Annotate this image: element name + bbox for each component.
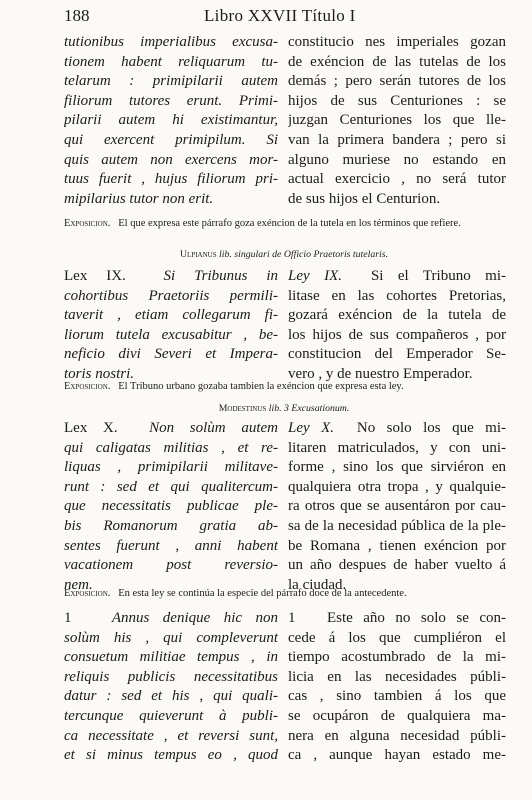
latin-column (64, 419, 278, 595)
exposicion-label: Exposicion. (64, 588, 111, 599)
spanish-line: se ocupáron de qualquiera ma- (288, 707, 506, 724)
spanish-line: vero , y de nuestro Emperador. (288, 365, 473, 382)
source-attribution (64, 249, 504, 260)
source-reference: lib. 3 Excusationum. (268, 403, 350, 414)
latin-line: liorum tutela excusabitur , be- (64, 326, 278, 343)
spanish-line: licia en las necesidades públi- (288, 668, 506, 685)
latin-line: tuus fuerit , hujus filiorum pri- (64, 171, 278, 188)
spanish-column (288, 267, 506, 385)
latin-line: qui caligatas militias , et re- (64, 439, 278, 456)
spanish-line: ra otros que se ausentáron por cau- (288, 498, 506, 515)
exposicion-label: Exposicion. (64, 218, 111, 229)
latin-line: et si minus tempus eo , quod (64, 747, 278, 764)
exposicion-text: El Tribuno urbano gozaba tambien la exéncion que expresa esta ley. (118, 381, 404, 392)
latin-line: 1 Annus denique hic non (64, 610, 278, 626)
spanish-line: tiempo acostumbrado de la mi- (288, 649, 506, 666)
spanish-line: cede á los que cumpliéron el (288, 629, 506, 646)
spanish-line: sa de la necesidad pública de la ple- (288, 517, 506, 534)
latin-line: taverit , etiam collegarum fi- (64, 307, 278, 324)
spanish-line: de exéncion de las tutelas de los (288, 53, 506, 70)
latin-line: qui exercent primipilum. Si (64, 131, 278, 148)
latin-line: filiorum tutores erunt. Primi- (64, 92, 278, 109)
spanish-line: forme , sino los que sirviéron en (288, 459, 506, 476)
latin-line: quis autem non exercens mor- (64, 151, 278, 168)
spanish-line: alguno muriese no estando en (288, 151, 506, 168)
spanish-line: ca , aunque hayan estado me- (288, 747, 506, 764)
exposicion-label: Exposicion. (64, 381, 111, 392)
latin-line: sentes fuerunt , anni habent (64, 537, 278, 554)
paragraph-number: 1 (288, 610, 296, 626)
exposicion-text: En esta ley se continúa la especie del párrafo doce de la antecedente. (118, 588, 407, 599)
law-heading: Ley X. (288, 420, 335, 436)
latin-line: tutionibus imperialibus excusa- (64, 34, 278, 50)
spanish-line: litase en las cohortes Pretorias, (288, 287, 506, 304)
spanish-line: cas , sino tambien á los que (288, 688, 506, 705)
spanish-line: van la primera bandera ; pero si (288, 131, 506, 148)
page-number: 188 (64, 6, 90, 25)
latin-line: mipilarius tutor non erit. (64, 190, 214, 207)
spanish-line: actual exercicio , no será tutor (288, 171, 506, 188)
latin-line: consuetum militiae tempus , in (64, 649, 278, 666)
spanish-line: gozará exéncion de la tutela de (288, 307, 506, 324)
latin-line: Lex IX. Si Tribunus in (64, 268, 278, 284)
latin-line: pilarii autem hi existimantur, (64, 112, 278, 129)
spanish-column (288, 419, 506, 595)
latin-column (64, 267, 278, 385)
law-heading: Ley IX. (288, 268, 343, 284)
latin-column (64, 33, 278, 209)
spanish-line: los hijos de sus compañeros , por (288, 326, 506, 343)
latin-line: tionem habent reliquarum tu- (64, 53, 278, 70)
exposicion-text: El que expresa este párrafo goza exéncion de la tutela en los términos que refiere. (118, 218, 461, 229)
latin-line: nem. (64, 576, 93, 593)
latin-line: reliquis publicis necessitatibus (64, 668, 278, 685)
spanish-column (288, 33, 506, 209)
spanish-line: Ley X. No solo los que mi- (288, 420, 506, 436)
running-head: Libro XXVII Título I (204, 6, 356, 25)
latin-line: tercunque quieverunt à publi- (64, 707, 278, 724)
latin-line: telarum : primipilarii autem (64, 73, 278, 90)
latin-line: toris nostri. (64, 365, 135, 382)
law-heading: Lex X. (64, 420, 118, 436)
spanish-line: be Romana , tienen exéncion por (288, 537, 506, 554)
paragraph-number: 1 (64, 610, 72, 626)
spanish-line: juzgan Centuriones los que lle- (288, 112, 506, 129)
jurist-name: Modestinus (218, 403, 267, 414)
exposicion-note (64, 587, 504, 601)
spanish-line: demás ; pero serán tutores de los (288, 73, 506, 90)
latin-line: cohortibus Praetoriis permili- (64, 287, 278, 304)
jurist-name: Ulpianus (179, 249, 217, 260)
latin-line: solùm his , qui compleverunt (64, 629, 278, 646)
latin-column (64, 609, 278, 766)
spanish-line: 1 Este año no solo se con- (288, 610, 506, 626)
spanish-column (288, 609, 506, 766)
latin-line: Lex X. Non solùm autem (64, 420, 278, 436)
spanish-line: constitucion del Emperador Se- (288, 346, 506, 363)
latin-line: que necessitatis publicae ple- (64, 498, 278, 515)
spanish-line: constitucio nes imperiales gozan (288, 34, 506, 50)
spanish-line: litaren matriculados, y con uni- (288, 439, 506, 456)
spanish-line: hijos de sus Centuriones : se (288, 92, 506, 109)
spanish-line: un año despues de haber vuelto á (288, 557, 506, 574)
source-reference: lib. singulari de Officio Praetoris tutelaris. (219, 249, 389, 260)
latin-line: datur : sed et his , qui quali- (64, 688, 278, 705)
exposicion-note (64, 380, 504, 394)
spanish-line: qualquiera otra tropa , y qualquie- (288, 478, 506, 495)
latin-line: runt : sed et qui qualitercum- (64, 478, 278, 495)
law-heading: Lex IX. (64, 268, 126, 284)
spanish-line: nera en alguna necesidad públi- (288, 727, 506, 744)
spanish-line: Ley IX. Si el Tribuno mi- (288, 268, 506, 284)
latin-line: vacationem post reversio- (64, 557, 278, 574)
latin-line: bis Romanorum gratia ab- (64, 517, 278, 534)
source-attribution (64, 403, 504, 414)
latin-line: ca necessitate , et reversi sunt, (64, 727, 278, 744)
spanish-line: de sus hijos el Centurion. (288, 190, 441, 207)
page-header (64, 6, 492, 28)
exposicion-note (64, 217, 504, 231)
latin-line: neficio divi Severi et Impera- (64, 346, 278, 363)
latin-line: liquas , primipilarii militave- (64, 459, 278, 476)
spanish-line: la ciudad. (288, 576, 347, 593)
